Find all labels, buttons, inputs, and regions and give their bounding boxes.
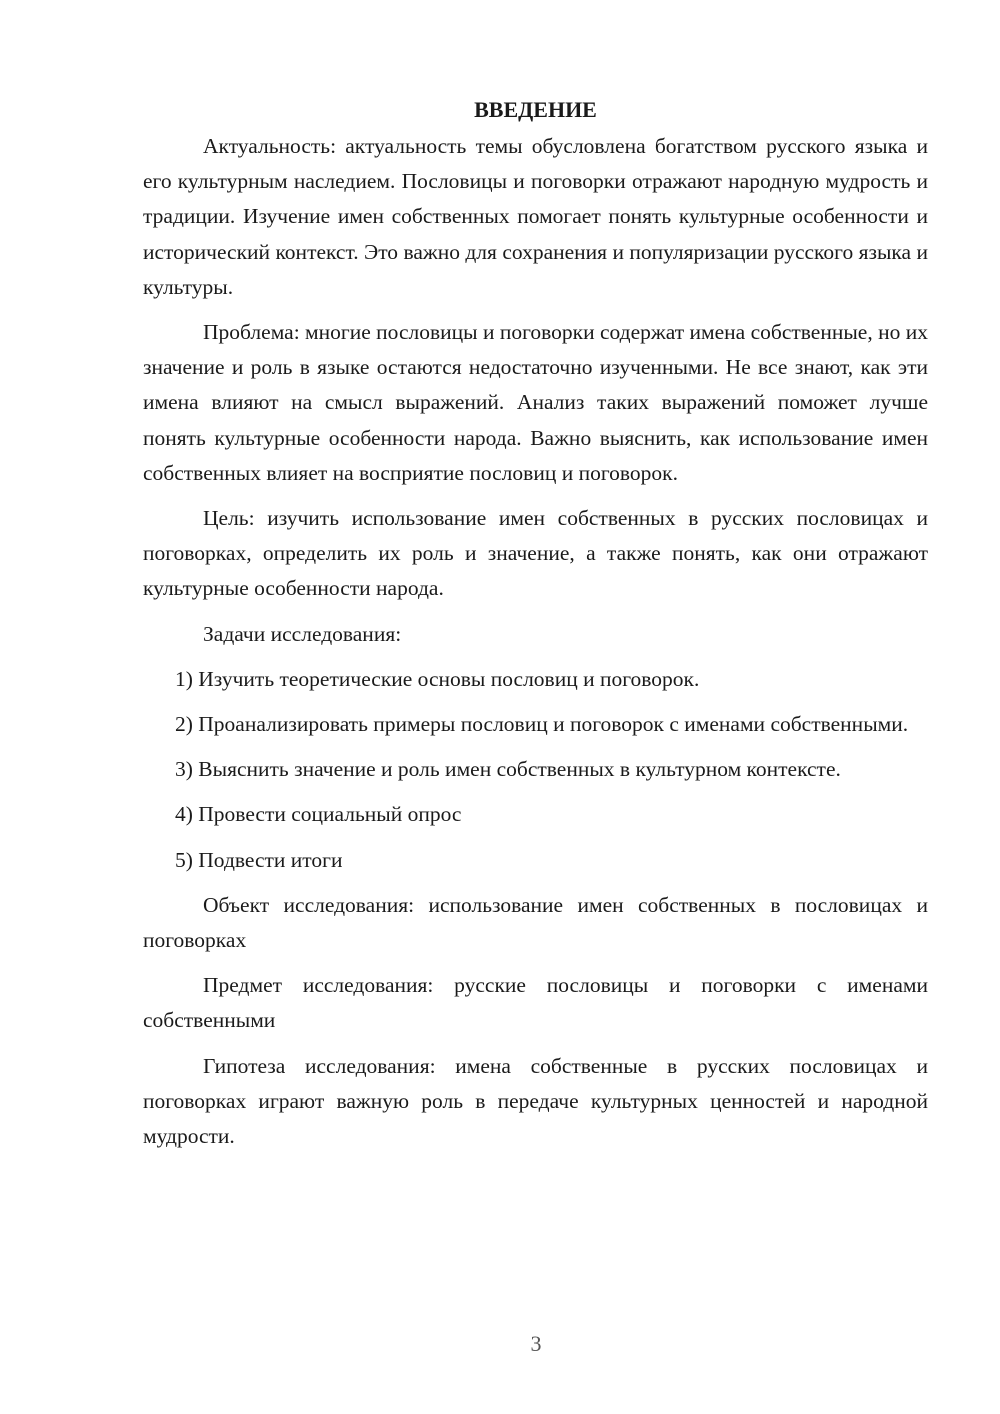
- document-page: [143, 92, 928, 1164]
- goal-paragraph: Цель: изучить использование имен собственных в русских пословицах и поговорках, определить их роль и значение, а также понять, как они отражают культурные особенности народа.: [143, 506, 928, 601]
- tasks-heading: Задачи исследования:: [203, 621, 402, 646]
- tasks-list: [143, 662, 928, 878]
- task-item: 1) Изучить теоретические основы пословиц и поговорок.: [175, 666, 700, 691]
- hypothesis-paragraph: Гипотеза исследования: имена собственные в русских пословицах и поговорках играют важную роль в передаче культурных ценностей и народной мудрости.: [143, 1053, 928, 1149]
- task-item: 5) Подвести итоги: [175, 847, 343, 872]
- task-item: 4) Провести социальный опрос: [175, 802, 462, 827]
- page-number: 3: [530, 1331, 542, 1356]
- subject-paragraph: Предмет исследования: русские пословицы и поговорки с именами собственными: [143, 973, 928, 1033]
- page-title: ВВЕДЕНИЕ: [474, 97, 597, 122]
- task-item: 2) Проанализировать примеры пословиц и поговорок с именами собственными.: [175, 712, 909, 737]
- task-item: 3) Выяснить значение и роль имен собственных в культурном контексте.: [175, 757, 841, 782]
- problem-paragraph: Проблема: многие пословицы и поговорки содержат имена собственные, но их значение и роль в языке остаются недостаточно изученными. Не все знают, как эти имена влияют на смысл выражений. Анализ таких выражений поможет лучше понять культурные особенности народа. Важно выяснить, как использование имен собственных влияет на восприятие пословиц и поговорок.: [143, 320, 928, 485]
- relevance-paragraph: Актуальность: актуальность темы обусловлена богатством русского языка и его культурным наследием. Пословицы и поговорки отражают народную мудрость и традиции. Изучение имен собственных помогает понять культурные особенности и исторический контекст. Это важно для сохранения и популяризации русского языка и культуры.: [143, 134, 928, 299]
- object-paragraph: Объект исследования: использование имен собственных в пословицах и поговорках: [143, 892, 928, 953]
